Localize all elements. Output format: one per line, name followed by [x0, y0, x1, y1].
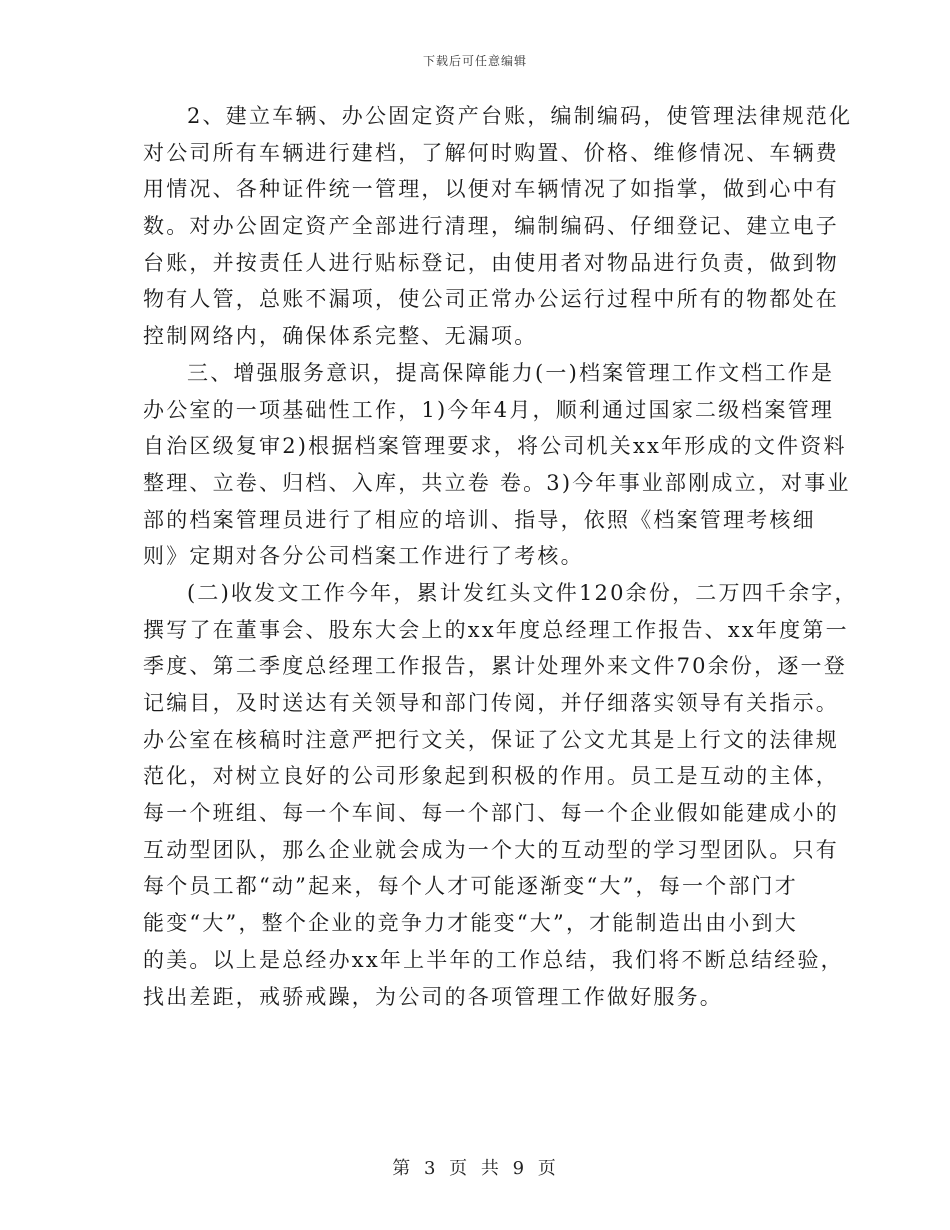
paragraph-line: 数。对办公固定资产全部进行清理，编制编码、仔细登记、建立电子 [143, 214, 839, 239]
paragraph-line: 则》定期对各分公司档案工作进行了考核。 [143, 544, 584, 569]
paragraph-line: 用情况、各种证件统一管理，以便对车辆情况了如指掌，做到心中有 [143, 177, 839, 202]
paragraph-line: 每个员工都“动”起来，每个人才可能逐渐变“大”，每一个部门才 [143, 874, 798, 899]
paragraph-line: 每一个班组、每一个车间、每一个部门、每一个企业假如能建成小的 [143, 801, 839, 826]
paragraph-line: 能变“大”，整个企业的竞争力才能变“大”，才能制造出由小到大 [143, 911, 798, 936]
paragraph-line: 台账，并按责任人进行贴标登记，由使用者对物品进行负责，做到物 [143, 250, 839, 275]
paragraph-line: 办公室在核稿时注意严把行文关，保证了公文尤其是上行文的法律规 [143, 727, 839, 752]
paragraph-line: 自治区级复审2)根据档案管理要求，将公司机关xx年形成的文件资料 [143, 434, 847, 459]
paragraph-line: 记编目，及时送达有关领导和部门传阅，并仔细落实领导有关指示。 [143, 691, 839, 715]
paragraph-line: 物有人管，总账不漏项，使公司正常办公运行过程中所有的物都处在 [143, 287, 839, 312]
document-body [143, 98, 858, 1015]
paragraph-line: 的美。以上是总经办xx年上半年的工作总结，我们将不断总结经验， [143, 947, 844, 972]
paragraph-line: 对公司所有车辆进行建档，了解何时购置、价格、维修情况、车辆费 [143, 140, 839, 165]
paragraph-line: 季度、第二季度总经理工作报告，累计处理外来文件70余份，逐一登 [143, 654, 847, 679]
paragraph-line: 控制网络内，确保体系完整、无漏项。 [143, 324, 538, 349]
paragraph-line: 2、建立车辆、办公固定资产台账，编制编码，使管理法律规范化 [187, 104, 853, 128]
paragraph-line: 范化，对树立良好的公司形象起到积极的作用。员工是互动的主体， [143, 764, 839, 789]
paragraph-line: 找出差距，戒骄戒躁，为公司的各项管理工作做好服务。 [143, 984, 723, 1009]
paragraph-line: 互动型团队，那么企业就会成为一个大的互动型的学习型团队。只有 [143, 837, 839, 862]
paragraph-line: 三、增强服务意识，提高保障能力(一)档案管理工作文档工作是 [187, 360, 835, 385]
paragraph-line: 办公室的一项基础性工作，1)今年4月，顺利通过国家二级档案管理 [143, 397, 835, 422]
paragraph-line: 撰写了在董事会、股东大会上的xx年度总经理工作报告、xx年度第一 [143, 617, 849, 642]
paragraph-line: 部的档案管理员进行了相应的培训、指导，依照《档案管理考核细 [143, 507, 816, 532]
page-header: 下载后可任意编辑 [422, 54, 527, 68]
paragraph-line: 整理、立卷、归档、入库，共立卷 卷。3)今年事业部刚成立，对事业 [143, 470, 851, 495]
page-number: 第 3 页 共 9 页 [392, 1158, 558, 1179]
paragraph-line: (二)收发文工作今年，累计发红头文件120余份，二万四千余字， [187, 580, 858, 605]
